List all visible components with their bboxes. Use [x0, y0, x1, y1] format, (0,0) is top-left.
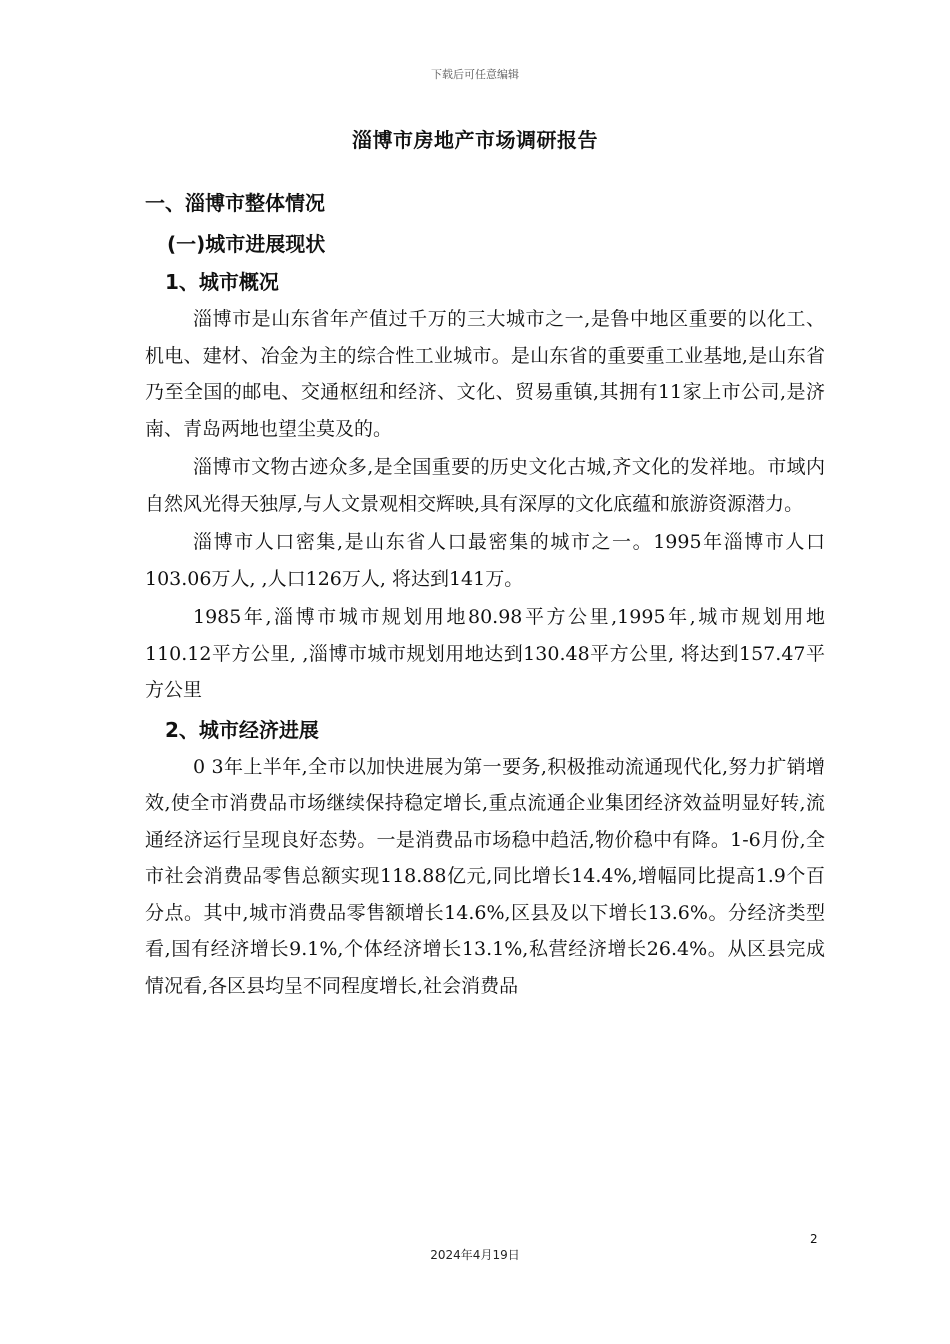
paragraph-culture: 淄博市文物古迹众多,是全国重要的历史文化古城,齐文化的发祥地。市域内自然风光得天独厚,与人文景观相交辉映,具有深厚的文化底蕴和旅游资源潜力。 [145, 456, 825, 515]
paragraph-economy: 0 3年上半年,全市以加快进展为第一要务,积极推动流通现代化,努力扩销增效,使全市消费品市场继续保持稳定增长,重点流通企业集团经济效益明显好转,流通经济运行呈现良好态势。一是消费品市场稳中趋活,物价稳中有降。1-6月份,全市社会消费品零售总额实现118.88亿元,同比增长14.4%,增幅同比提高1.9个百分点。其中,城市消费品零售额增长14.6%,区县及以下增长13.6%。分经济类型看,国有经济增长9.1%,个体经济增长13.1%,私营经济增长26.4%。从区县完成情况看,各区县均呈不同程度增长,社会消费品 [145, 755, 825, 997]
paragraph-land-use: 1985年,淄博市城市规划用地80.98平方公里,1995年,城市规划用地110.12平方公里, ,淄博市城市规划用地达到130.48平方公里, 将达到157.47平方公里 [145, 606, 825, 701]
paragraph-population: 淄博市人口密集,是山东省人口最密集的城市之一。1995年淄博市人口103.06万人, ,人口126万人, 将达到141万。 [145, 531, 825, 590]
document-title: 淄博市房地产市场调研报告 [352, 128, 598, 152]
paragraph-city-overview: 淄博市是山东省年产值过千万的三大城市之一,是鲁中地区重要的以化工、机电、建材、冶金为主的综合性工业城市。是山东省的重要重工业基地,是山东省乃至全国的邮电、交通枢纽和经济、文化、贸易重镇,其拥有11家上市公司,是济南、青岛两地也望尘莫及的。 [145, 308, 825, 440]
page-number: 2 [810, 1232, 818, 1246]
subsection-heading-city-development: (一)城市进展现状 [167, 232, 326, 256]
document-body [145, 184, 825, 1006]
page-header-note: 下载后可任意编辑 [431, 68, 519, 81]
subsubsection-heading-city-economy: 2、城市经济进展 [165, 717, 319, 742]
section-heading-1: 一、淄博市整体情况 [145, 191, 325, 215]
subsubsection-heading-city-overview: 1、城市概况 [165, 270, 279, 294]
page-footer-date: 2024年4月19日 [430, 1248, 520, 1262]
